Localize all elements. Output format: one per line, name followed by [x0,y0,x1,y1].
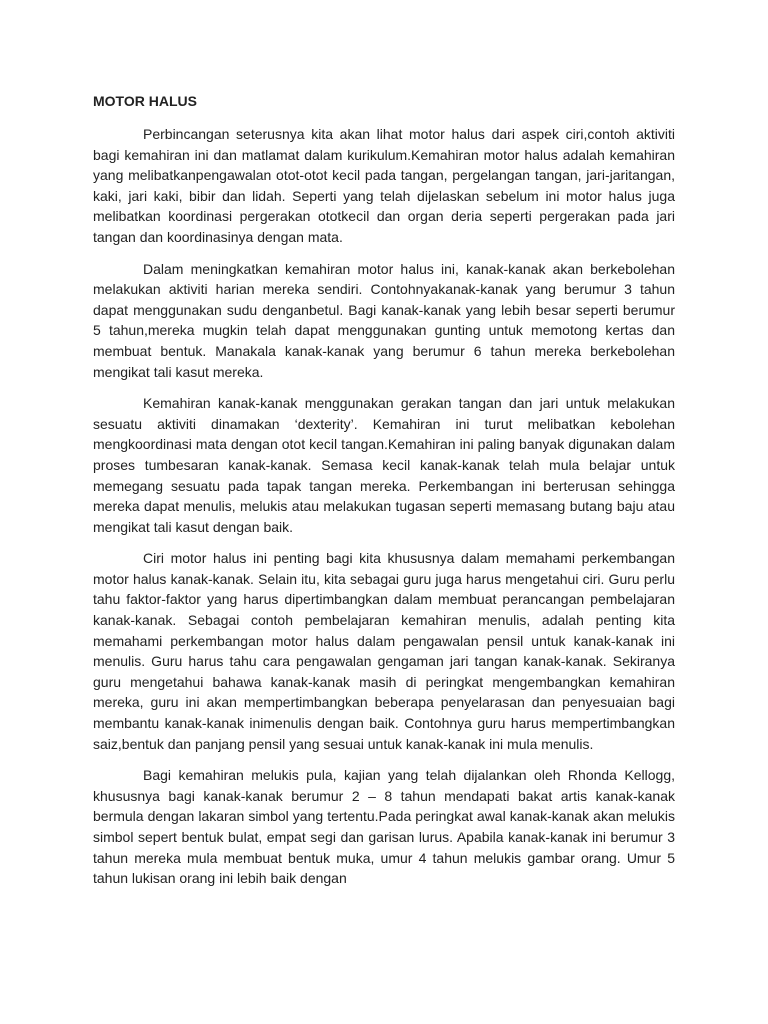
document-page [93,90,675,900]
paragraph-5: Bagi kemahiran melukis pula, kajian yang telah dijalankan oleh Rhonda Kellogg, khususnya bagi kanak-kanak berumur 2 – 8 tahun mendapati bakat artis kanak-kanak bermula dengan lakaran simbol yang tertentu.Pada peringkat awal kanak-kanak akan melukis simbol sepert bentuk bulat, empat segi dan garisan lurus. Apabila kanak-kanak ini berumur 3 tahun mereka mula membuat bentuk muka, umur 4 tahun melukis gambar orang. Umur 5 tahun lukisan orang ini lebih baik dengan [93,767,675,887]
paragraph-2: Dalam meningkatkan kemahiran motor halus ini, kanak-kanak akan berkebolehan melakukan aktiviti harian mereka sendiri. Contohnyakanak-kanak yang berumur 3 tahun dapat menggunakan sudu denganbetul. Bagi kanak-kanak yang lebih besar seperti berumur 5 tahun,mereka mugkin telah dapat menggunakan gunting untuk memotong kertas dan membuat bentuk. Manakala kanak-kanak yang berumur 6 tahun mereka berkebolehan mengikat tali kasut mereka. [93,260,675,380]
paragraph-4: Ciri motor halus ini penting bagi kita khususnya dalam memahami perkembangan motor halus kanak-kanak. Selain itu, kita sebagai guru juga harus mengetahui ciri. Guru perlu tahu faktor-faktor yang harus dipertimbangkan dalam membuat perancangan pembelajaran kanak-kanak. Sebagai contoh pembelajaran kemahiran menulis, adalah penting kita memahami perkembangan motor halus dalam pengawalan pensil untuk kanak-kanak ini menulis. Guru harus tahu cara pengawalan gengaman jari tangan kanak-kanak. Sekiranya guru mengetahui bahawa kanak-kanak masih di peringkat mengembangkan kemahiran mereka, guru ini akan mempertimbangkan beberapa penyelarasan dan penyesuaian bagi membantu kanak-kanak inimenulis dengan baik. Contohnya guru harus mempertimbangkan saiz,bentuk dan panjang pensil yang sesuai untuk kanak-kanak ini mula menulis. [93,550,675,752]
paragraph-3: Kemahiran kanak-kanak menggunakan gerakan tangan dan jari untuk melakukan sesuatu aktiviti dinamakan ‘dexterity’. Kemahiran ini turut melibatkan kebolehan mengkoordinasi mata dengan otot kecil tangan.Kemahiran ini paling banyak digunakan dalam proses tumbesaran kanak-kanak. Semasa kecil kanak-kanak telah mula belajar untuk memegang sesuatu pada tapak tangan mereka. Perkembangan ini berterusan sehingga mereka dapat menulis, melukis atau melakukan tugasan seperti memasang butang baju atau mengikat tali kasut dengan baik. [93,395,675,535]
paragraph-1: Perbincangan seterusnya kita akan lihat motor halus dari aspek ciri,contoh aktiviti bagi kemahiran ini dan matlamat dalam kurikulum.Kemahiran motor halus adalah kemahiran yang melibatkanpengawalan otot-otot kecil pada tangan, pergelangan tangan, jari-jaritangan, kaki, jari kaki, bibir dan lidah. Seperti yang telah dijelaskan sebelum ini motor halus juga melibatkan koordinasi pergerakan ototkecil dan organ deria seperti pergerakan pada jari tangan dan koordinasinya dengan mata. [93,126,675,245]
page-title: MOTOR HALUS [93,93,197,109]
